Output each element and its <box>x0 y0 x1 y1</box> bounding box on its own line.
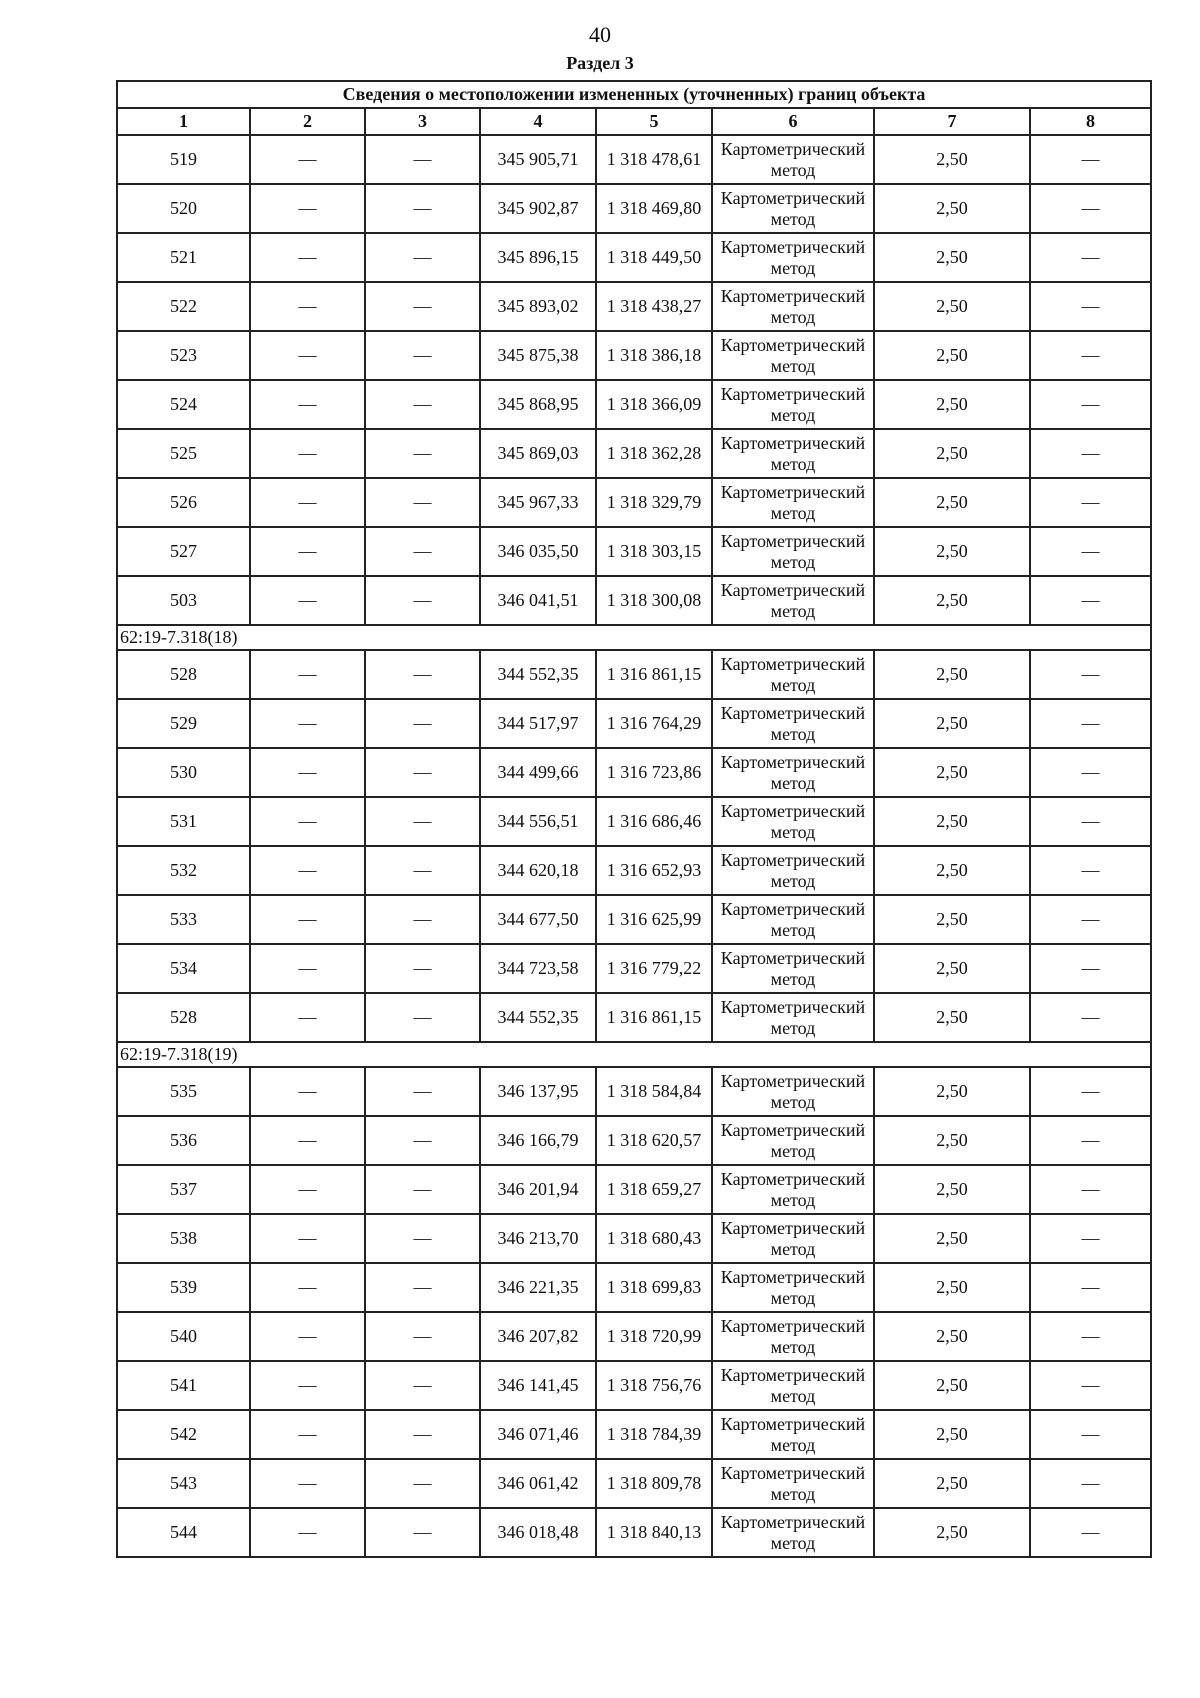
coordinate-x-cell: 346 213,70 <box>480 1214 596 1263</box>
accuracy-cell: 2,50 <box>874 846 1030 895</box>
method-cell: Картометрический метод <box>712 1116 874 1165</box>
column-3-cell: — <box>365 478 480 527</box>
table-row <box>117 576 1151 625</box>
method-cell: Картометрический метод <box>712 699 874 748</box>
point-number-cell: 525 <box>117 429 250 478</box>
coordinate-x-cell: 344 552,35 <box>480 650 596 699</box>
cadastral-group-label: 62:19-7.318(19) <box>117 1042 1151 1067</box>
section-title: Раздел 3 <box>566 53 634 73</box>
column-3-cell: — <box>365 1165 480 1214</box>
point-number-cell: 543 <box>117 1459 250 1508</box>
method-cell: Картометрический метод <box>712 1263 874 1312</box>
method-cell: Картометрический метод <box>712 944 874 993</box>
column-2-cell: — <box>250 1067 365 1116</box>
coordinate-x-cell: 346 018,48 <box>480 1508 596 1557</box>
column-2-cell: — <box>250 1214 365 1263</box>
method-cell: Картометрический метод <box>712 429 874 478</box>
coordinate-x-cell: 346 137,95 <box>480 1067 596 1116</box>
accuracy-cell: 2,50 <box>874 282 1030 331</box>
column-3-cell: — <box>365 380 480 429</box>
table-row <box>117 1067 1151 1116</box>
table-row <box>117 1116 1151 1165</box>
table-caption: Сведения о местоположении измененных (уточненных) границ объекта <box>117 81 1151 108</box>
coordinate-x-cell: 346 141,45 <box>480 1361 596 1410</box>
method-cell: Картометрический метод <box>712 650 874 699</box>
accuracy-cell: 2,50 <box>874 1361 1030 1410</box>
method-cell: Картометрический метод <box>712 527 874 576</box>
column-number-7: 7 <box>874 108 1030 135</box>
table-row <box>117 895 1151 944</box>
group-header-row <box>117 625 1151 650</box>
accuracy-cell: 2,50 <box>874 380 1030 429</box>
column-8-cell: — <box>1030 748 1151 797</box>
coordinate-x-cell: 346 221,35 <box>480 1263 596 1312</box>
table-row <box>117 846 1151 895</box>
column-8-cell: — <box>1030 282 1151 331</box>
column-8-cell: — <box>1030 993 1151 1042</box>
table-row <box>117 993 1151 1042</box>
coordinate-y-cell: 1 318 303,15 <box>596 527 712 576</box>
column-3-cell: — <box>365 1067 480 1116</box>
coordinate-x-cell: 346 061,42 <box>480 1459 596 1508</box>
coordinate-x-cell: 345 896,15 <box>480 233 596 282</box>
accuracy-cell: 2,50 <box>874 797 1030 846</box>
column-8-cell: — <box>1030 1508 1151 1557</box>
accuracy-cell: 2,50 <box>874 1410 1030 1459</box>
column-8-cell: — <box>1030 478 1151 527</box>
column-2-cell: — <box>250 1508 365 1557</box>
table-row <box>117 1508 1151 1557</box>
accuracy-cell: 2,50 <box>874 895 1030 944</box>
method-cell: Картометрический метод <box>712 1410 874 1459</box>
column-number-1: 1 <box>117 108 250 135</box>
column-2-cell: — <box>250 1312 365 1361</box>
column-3-cell: — <box>365 846 480 895</box>
column-2-cell: — <box>250 331 365 380</box>
column-number-4: 4 <box>480 108 596 135</box>
coordinate-x-cell: 345 893,02 <box>480 282 596 331</box>
point-number-cell: 541 <box>117 1361 250 1410</box>
column-8-cell: — <box>1030 944 1151 993</box>
column-2-cell: — <box>250 1459 365 1508</box>
coordinate-x-cell: 346 041,51 <box>480 576 596 625</box>
column-8-cell: — <box>1030 429 1151 478</box>
coordinate-y-cell: 1 316 723,86 <box>596 748 712 797</box>
page-number: 40 <box>589 22 611 47</box>
table-row <box>117 944 1151 993</box>
column-2-cell: — <box>250 282 365 331</box>
column-2-cell: — <box>250 184 365 233</box>
column-8-cell: — <box>1030 650 1151 699</box>
point-number-cell: 544 <box>117 1508 250 1557</box>
coordinate-y-cell: 1 318 809,78 <box>596 1459 712 1508</box>
point-number-cell: 532 <box>117 846 250 895</box>
coordinate-x-cell: 344 552,35 <box>480 993 596 1042</box>
column-number-3: 3 <box>365 108 480 135</box>
method-cell: Картометрический метод <box>712 576 874 625</box>
column-8-cell: — <box>1030 135 1151 184</box>
method-cell: Картометрический метод <box>712 797 874 846</box>
coordinate-y-cell: 1 318 366,09 <box>596 380 712 429</box>
cadastral-group-label: 62:19-7.318(18) <box>117 625 1151 650</box>
accuracy-cell: 2,50 <box>874 135 1030 184</box>
coordinate-x-cell: 344 620,18 <box>480 846 596 895</box>
point-number-cell: 533 <box>117 895 250 944</box>
method-cell: Картометрический метод <box>712 1312 874 1361</box>
coordinate-y-cell: 1 318 469,80 <box>596 184 712 233</box>
method-cell: Картометрический метод <box>712 282 874 331</box>
coordinate-y-cell: 1 318 680,43 <box>596 1214 712 1263</box>
method-cell: Картометрический метод <box>712 1067 874 1116</box>
column-3-cell: — <box>365 184 480 233</box>
column-3-cell: — <box>365 331 480 380</box>
table-row <box>117 1410 1151 1459</box>
accuracy-cell: 2,50 <box>874 650 1030 699</box>
coordinate-y-cell: 1 318 300,08 <box>596 576 712 625</box>
column-2-cell: — <box>250 699 365 748</box>
coordinate-y-cell: 1 318 720,99 <box>596 1312 712 1361</box>
coordinate-y-cell: 1 318 840,13 <box>596 1508 712 1557</box>
column-2-cell: — <box>250 993 365 1042</box>
coordinate-y-cell: 1 318 362,28 <box>596 429 712 478</box>
column-2-cell: — <box>250 429 365 478</box>
method-cell: Картометрический метод <box>712 233 874 282</box>
column-8-cell: — <box>1030 527 1151 576</box>
point-number-cell: 503 <box>117 576 250 625</box>
table-row <box>117 650 1151 699</box>
coordinate-x-cell: 345 868,95 <box>480 380 596 429</box>
coordinate-y-cell: 1 316 779,22 <box>596 944 712 993</box>
coordinate-x-cell: 345 875,38 <box>480 331 596 380</box>
coordinate-y-cell: 1 316 652,93 <box>596 846 712 895</box>
column-8-cell: — <box>1030 1312 1151 1361</box>
coordinate-x-cell: 346 071,46 <box>480 1410 596 1459</box>
point-number-cell: 531 <box>117 797 250 846</box>
coordinate-y-cell: 1 318 659,27 <box>596 1165 712 1214</box>
column-2-cell: — <box>250 1410 365 1459</box>
column-3-cell: — <box>365 429 480 478</box>
accuracy-cell: 2,50 <box>874 1459 1030 1508</box>
column-3-cell: — <box>365 527 480 576</box>
column-3-cell: — <box>365 944 480 993</box>
column-number-6: 6 <box>712 108 874 135</box>
point-number-cell: 527 <box>117 527 250 576</box>
accuracy-cell: 2,50 <box>874 576 1030 625</box>
point-number-cell: 522 <box>117 282 250 331</box>
point-number-cell: 528 <box>117 993 250 1042</box>
accuracy-cell: 2,50 <box>874 1263 1030 1312</box>
column-3-cell: — <box>365 1410 480 1459</box>
accuracy-cell: 2,50 <box>874 429 1030 478</box>
group-header-row <box>117 1042 1151 1067</box>
point-number-cell: 520 <box>117 184 250 233</box>
point-number-cell: 524 <box>117 380 250 429</box>
column-8-cell: — <box>1030 895 1151 944</box>
method-cell: Картометрический метод <box>712 478 874 527</box>
column-8-cell: — <box>1030 1165 1151 1214</box>
column-2-cell: — <box>250 895 365 944</box>
coordinate-x-cell: 345 905,71 <box>480 135 596 184</box>
coordinate-x-cell: 345 869,03 <box>480 429 596 478</box>
table-row <box>117 748 1151 797</box>
table-body <box>117 135 1151 1557</box>
column-8-cell: — <box>1030 846 1151 895</box>
table-row <box>117 331 1151 380</box>
column-2-cell: — <box>250 1361 365 1410</box>
table-row <box>117 478 1151 527</box>
column-8-cell: — <box>1030 1410 1151 1459</box>
column-8-cell: — <box>1030 1067 1151 1116</box>
column-3-cell: — <box>365 993 480 1042</box>
coordinate-x-cell: 346 201,94 <box>480 1165 596 1214</box>
coordinate-x-cell: 344 517,97 <box>480 699 596 748</box>
column-2-cell: — <box>250 846 365 895</box>
boundary-coordinates-table <box>116 80 1152 1558</box>
column-number-8: 8 <box>1030 108 1151 135</box>
coordinate-x-cell: 346 166,79 <box>480 1116 596 1165</box>
table-row <box>117 233 1151 282</box>
accuracy-cell: 2,50 <box>874 1067 1030 1116</box>
column-8-cell: — <box>1030 797 1151 846</box>
column-3-cell: — <box>365 576 480 625</box>
coordinate-x-cell: 346 035,50 <box>480 527 596 576</box>
coordinate-x-cell: 344 556,51 <box>480 797 596 846</box>
method-cell: Картометрический метод <box>712 135 874 184</box>
accuracy-cell: 2,50 <box>874 1508 1030 1557</box>
accuracy-cell: 2,50 <box>874 699 1030 748</box>
point-number-cell: 529 <box>117 699 250 748</box>
column-8-cell: — <box>1030 1116 1151 1165</box>
table-row <box>117 797 1151 846</box>
table-row <box>117 380 1151 429</box>
point-number-cell: 538 <box>117 1214 250 1263</box>
point-number-cell: 537 <box>117 1165 250 1214</box>
column-2-cell: — <box>250 135 365 184</box>
coordinate-y-cell: 1 318 699,83 <box>596 1263 712 1312</box>
method-cell: Картометрический метод <box>712 895 874 944</box>
column-8-cell: — <box>1030 233 1151 282</box>
coordinate-y-cell: 1 318 386,18 <box>596 331 712 380</box>
column-number-2: 2 <box>250 108 365 135</box>
method-cell: Картометрический метод <box>712 1361 874 1410</box>
accuracy-cell: 2,50 <box>874 478 1030 527</box>
column-2-cell: — <box>250 1165 365 1214</box>
point-number-cell: 535 <box>117 1067 250 1116</box>
column-3-cell: — <box>365 748 480 797</box>
column-8-cell: — <box>1030 1214 1151 1263</box>
accuracy-cell: 2,50 <box>874 184 1030 233</box>
point-number-cell: 536 <box>117 1116 250 1165</box>
column-3-cell: — <box>365 1263 480 1312</box>
column-2-cell: — <box>250 944 365 993</box>
column-8-cell: — <box>1030 699 1151 748</box>
table-row <box>117 184 1151 233</box>
method-cell: Картометрический метод <box>712 1214 874 1263</box>
table-row <box>117 1361 1151 1410</box>
point-number-cell: 528 <box>117 650 250 699</box>
column-3-cell: — <box>365 282 480 331</box>
column-2-cell: — <box>250 478 365 527</box>
coordinate-x-cell: 345 967,33 <box>480 478 596 527</box>
coordinate-y-cell: 1 316 625,99 <box>596 895 712 944</box>
accuracy-cell: 2,50 <box>874 1214 1030 1263</box>
coordinate-x-cell: 345 902,87 <box>480 184 596 233</box>
coordinate-y-cell: 1 318 756,76 <box>596 1361 712 1410</box>
column-8-cell: — <box>1030 576 1151 625</box>
coordinate-y-cell: 1 316 861,15 <box>596 650 712 699</box>
table-row <box>117 1459 1151 1508</box>
accuracy-cell: 2,50 <box>874 1312 1030 1361</box>
method-cell: Картометрический метод <box>712 1165 874 1214</box>
column-2-cell: — <box>250 527 365 576</box>
point-number-cell: 530 <box>117 748 250 797</box>
coordinate-x-cell: 346 207,82 <box>480 1312 596 1361</box>
column-number-row <box>117 108 1151 135</box>
column-3-cell: — <box>365 1459 480 1508</box>
coordinate-y-cell: 1 316 861,15 <box>596 993 712 1042</box>
accuracy-cell: 2,50 <box>874 233 1030 282</box>
column-2-cell: — <box>250 233 365 282</box>
coordinate-x-cell: 344 499,66 <box>480 748 596 797</box>
column-3-cell: — <box>365 135 480 184</box>
method-cell: Картометрический метод <box>712 331 874 380</box>
table-row <box>117 135 1151 184</box>
accuracy-cell: 2,50 <box>874 748 1030 797</box>
method-cell: Картометрический метод <box>712 993 874 1042</box>
point-number-cell: 521 <box>117 233 250 282</box>
table-row <box>117 1312 1151 1361</box>
table-row <box>117 699 1151 748</box>
column-2-cell: — <box>250 650 365 699</box>
point-number-cell: 534 <box>117 944 250 993</box>
coordinate-y-cell: 1 318 584,84 <box>596 1067 712 1116</box>
table-row <box>117 282 1151 331</box>
point-number-cell: 539 <box>117 1263 250 1312</box>
point-number-cell: 540 <box>117 1312 250 1361</box>
column-3-cell: — <box>365 1116 480 1165</box>
coordinate-y-cell: 1 318 438,27 <box>596 282 712 331</box>
column-3-cell: — <box>365 895 480 944</box>
coordinate-y-cell: 1 318 329,79 <box>596 478 712 527</box>
coordinate-y-cell: 1 318 478,61 <box>596 135 712 184</box>
column-3-cell: — <box>365 650 480 699</box>
method-cell: Картометрический метод <box>712 846 874 895</box>
accuracy-cell: 2,50 <box>874 993 1030 1042</box>
column-8-cell: — <box>1030 184 1151 233</box>
accuracy-cell: 2,50 <box>874 527 1030 576</box>
accuracy-cell: 2,50 <box>874 944 1030 993</box>
method-cell: Картометрический метод <box>712 184 874 233</box>
column-2-cell: — <box>250 576 365 625</box>
column-number-5: 5 <box>596 108 712 135</box>
column-8-cell: — <box>1030 1459 1151 1508</box>
accuracy-cell: 2,50 <box>874 1116 1030 1165</box>
method-cell: Картометрический метод <box>712 748 874 797</box>
table-row <box>117 527 1151 576</box>
coordinate-y-cell: 1 318 620,57 <box>596 1116 712 1165</box>
accuracy-cell: 2,50 <box>874 1165 1030 1214</box>
coordinate-y-cell: 1 318 784,39 <box>596 1410 712 1459</box>
column-3-cell: — <box>365 797 480 846</box>
column-2-cell: — <box>250 748 365 797</box>
column-3-cell: — <box>365 1312 480 1361</box>
column-8-cell: — <box>1030 1263 1151 1312</box>
column-3-cell: — <box>365 1214 480 1263</box>
point-number-cell: 542 <box>117 1410 250 1459</box>
table-row <box>117 429 1151 478</box>
column-2-cell: — <box>250 380 365 429</box>
column-3-cell: — <box>365 699 480 748</box>
method-cell: Картометрический метод <box>712 1459 874 1508</box>
coordinate-y-cell: 1 316 686,46 <box>596 797 712 846</box>
column-3-cell: — <box>365 1508 480 1557</box>
column-3-cell: — <box>365 1361 480 1410</box>
column-8-cell: — <box>1030 1361 1151 1410</box>
method-cell: Картометрический метод <box>712 380 874 429</box>
coordinate-y-cell: 1 316 764,29 <box>596 699 712 748</box>
point-number-cell: 526 <box>117 478 250 527</box>
column-2-cell: — <box>250 1263 365 1312</box>
coordinate-x-cell: 344 723,58 <box>480 944 596 993</box>
table-row <box>117 1214 1151 1263</box>
column-2-cell: — <box>250 797 365 846</box>
table-row <box>117 1165 1151 1214</box>
point-number-cell: 523 <box>117 331 250 380</box>
point-number-cell: 519 <box>117 135 250 184</box>
accuracy-cell: 2,50 <box>874 331 1030 380</box>
column-2-cell: — <box>250 1116 365 1165</box>
column-8-cell: — <box>1030 380 1151 429</box>
table-row <box>117 1263 1151 1312</box>
method-cell: Картометрический метод <box>712 1508 874 1557</box>
coordinate-x-cell: 344 677,50 <box>480 895 596 944</box>
column-8-cell: — <box>1030 331 1151 380</box>
coordinate-y-cell: 1 318 449,50 <box>596 233 712 282</box>
column-3-cell: — <box>365 233 480 282</box>
